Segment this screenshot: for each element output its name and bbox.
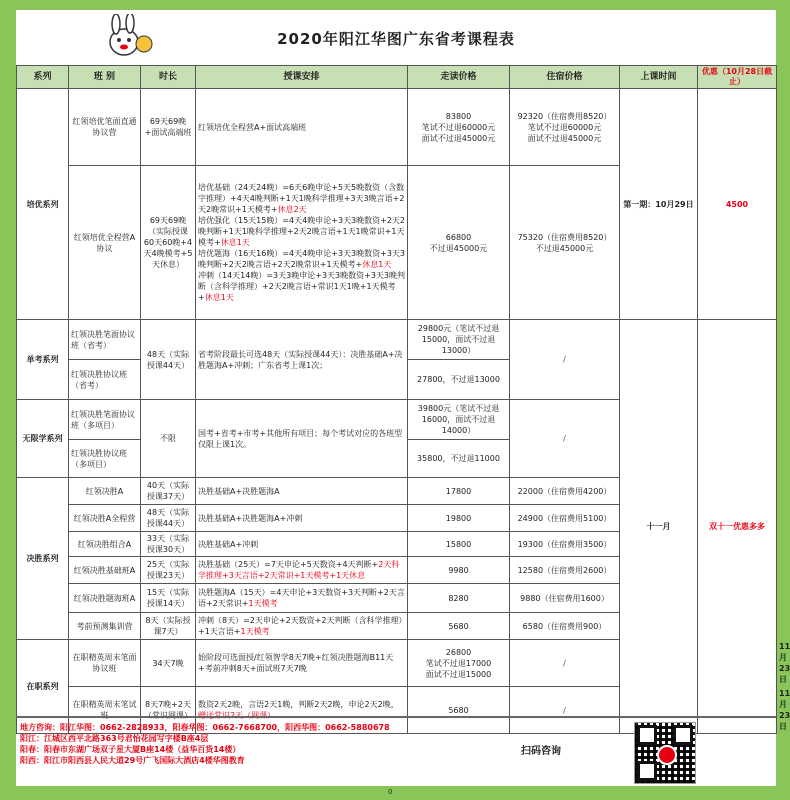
header-promo: 优惠（10月28日截止） <box>698 66 777 89</box>
course-schedule-sheet <box>16 10 790 786</box>
contact-phones: 地方咨询：阳江华图：0662-2828933，阳春华图：0662-7668700，阳西华图：0662-5880678 <box>20 723 390 732</box>
class-name: 红领决胜组合A <box>69 532 141 557</box>
duration: 8天（实际授课7天） <box>141 613 196 640</box>
walk-price <box>408 166 510 320</box>
duration: 69天69晚（实际授课60天60晚+4天4晚模考+5天休息） <box>141 166 196 320</box>
class-name: 红领培优全程营A协议 <box>69 166 141 320</box>
table-row <box>17 320 777 360</box>
schedule-table <box>16 65 790 734</box>
header-class-time: 上课时间 <box>620 66 698 89</box>
arrangement: 冲刺（8天）=2天申论+2天数资+2天判断（含科学推理）+1天言语+1天模考 <box>196 613 408 640</box>
header-class: 班 别 <box>69 66 141 89</box>
duration: 69天69晚+面试高端班 <box>141 89 196 166</box>
address-yangxi: 阳西：阳江市阳西县人民大道29号广飞国际大酒店4楼华图教育 <box>20 756 245 765</box>
class-name: 考前预测集训营 <box>69 613 141 640</box>
walk-price <box>408 89 510 166</box>
price-line: 面试不过退45000元 <box>421 133 496 143</box>
class-name: 在职精英周末笔试班 <box>69 687 141 734</box>
price-line: 26800 <box>445 647 472 657</box>
arrangement <box>196 166 408 320</box>
price-line: 75320（住宿费用8520） <box>517 232 612 242</box>
stay-price: / <box>510 687 620 734</box>
class-name: 红领决胜协议班（省考） <box>69 360 141 400</box>
address-yangchun: 阳春：阳春市东湖广场双子星大厦B座14楼（益华百货14楼） <box>20 745 241 754</box>
class-name: 红领决胜题海班A <box>69 584 141 613</box>
duration: 25天（实际授课23天） <box>141 557 196 584</box>
header-arrangement: 授课安排 <box>196 66 408 89</box>
walk-price: 5680 <box>408 613 510 640</box>
duration: 34天7晚 <box>141 640 196 687</box>
stay-price: 22000（住宿费用4200） <box>510 478 620 505</box>
walk-price: 35800，不过退11000 <box>408 440 510 478</box>
table-row: 在职系列 在职精英周末笔面协议班 34天7晚 始阶段可选面授/红领智学8天7晚+红领决胜题海B11天+考前冲刺8天+面试班7天7晚 26800 笔试不过退17000 面试不过退15000 / 11月23日 <box>17 640 777 687</box>
stay-price: / <box>510 320 620 400</box>
price-line: 笔试不过退17000 <box>425 658 492 668</box>
header-walk-price: 走读价格 <box>408 66 510 89</box>
walk-price: 39800元（笔试不过退16000，面试不过退14000） <box>408 400 510 440</box>
arrangement: 决胜基础A+冲刺 <box>196 532 408 557</box>
page-title: 2020年阳江华图广东省考课程表 <box>277 30 515 48</box>
title-bar <box>16 10 776 66</box>
contact-info <box>20 722 460 766</box>
price-line: 笔试不过退60000元 <box>421 122 496 132</box>
table-row <box>17 89 777 166</box>
scan-label: 扫码咨询 <box>521 746 561 757</box>
class-time: 十一月 <box>620 320 698 734</box>
stay-price: 9880（住宿费用1600） <box>510 584 620 613</box>
arrangement: 决胜基础A+决胜题海A <box>196 478 408 505</box>
promo-text: 双十一优惠多多 <box>698 320 777 734</box>
arrangement: 始阶段可选面授/红领智学8天7晚+红领决胜题海B11天+考前冲刺8天+面试班7天7晚 <box>196 640 408 687</box>
price-line: 笔试不过退60000元 <box>527 122 602 132</box>
duration: 40天（实际授课37天） <box>141 478 196 505</box>
stay-price: 24900（住宿费用5100） <box>510 505 620 532</box>
series-label: 在职系列 <box>17 640 69 734</box>
arrangement: 决胜基础（25天）=7天申论+5天数资+4天判断+2天科学推理+3天言语+2天常识+1天模考+1天休息 <box>196 557 408 584</box>
price-line: 92320（住宿费用8520） <box>517 111 612 121</box>
duration: 48天（实际授课44天） <box>141 320 196 400</box>
class-name: 红领决胜笔面协议班（省考） <box>69 320 141 360</box>
arrangement: 决胜基础A+决胜题海A+冲刺 <box>196 505 408 532</box>
duration: 15天（实际授课14天） <box>141 584 196 613</box>
class-name: 红领决胜基础班A <box>69 557 141 584</box>
arrangement-line: 培优基础（24天24晚）=6天6晚申论+5天5晚数资（含数字推理）+4天4晚判断+1天1晚科学推理+3天3晚言语+2天2晚常识+1天模考+休息2天 <box>198 183 405 214</box>
class-name: 在职精英周末笔面协议班 <box>69 640 141 687</box>
arrangement-line: 冲刺（14天14晚）=3天3晚申论+3天3晚数资+3天3晚判断（含科学推理）+2天2晚言语+常识1天1晚+1天模考+休息1天 <box>198 271 406 302</box>
arrangement: 国考+省考+市考+其他所有项目；每个考试对应的各班型仅限上课1次。 <box>196 400 408 478</box>
page-number: 0 <box>388 788 393 796</box>
header-duration: 时长 <box>141 66 196 89</box>
series-label: 决胜系列 <box>17 478 69 640</box>
walk-price: 15800 <box>408 532 510 557</box>
class-name: 红领决胜协议班（多项目） <box>69 440 141 478</box>
arrangement: 省考阶段最长可选48天（实际授课44天）：决胜基础A+决胜题海A+冲刺；广东省考上课1次； <box>196 320 408 400</box>
class-name: 红领决胜A全程营 <box>69 505 141 532</box>
walk-price: 8280 <box>408 584 510 613</box>
class-name: 红领决胜A <box>69 478 141 505</box>
arrangement: 数资2天2晚，言语2天1晚，判断2天2晚，申论2天2晚，赠送常识2天（网课） <box>196 687 408 734</box>
walk-price: 17800 <box>408 478 510 505</box>
header-stay-price: 住宿价格 <box>510 66 620 89</box>
walk-price <box>408 640 510 687</box>
promo-value: 4500 <box>698 89 777 320</box>
stay-price: / <box>510 640 620 687</box>
stay-price: 6580（住宿费用900） <box>510 613 620 640</box>
stay-price: / <box>510 400 620 478</box>
table-row: 在职精英周末笔试班 8天7晚+2天（常识网课） 数资2天2晚，言语2天1晚，判断2天2晚，申论2天2晚，赠送常识2天（网课） 5680 / 11月23日 <box>17 687 777 734</box>
stay-price <box>510 166 620 320</box>
walk-price: 5680 <box>408 687 510 734</box>
arrangement-line: 培优强化（15天15晚）=4天4晚申论+3天3晚数资+2天2晚判断+1天1晚科学推理+2天2晚言语+1天1晚常识+1天模考+休息1天 <box>198 216 406 247</box>
walk-price: 29800元（笔试不过退15000，面试不过退13000） <box>408 320 510 360</box>
price-line: 不过退45000元 <box>535 243 594 253</box>
walk-price: 19800 <box>408 505 510 532</box>
price-line: 83800 <box>445 111 472 121</box>
walk-price: 27800，不过退13000 <box>408 360 510 400</box>
footer <box>16 716 776 788</box>
stay-price: 12580（住宿费用2600） <box>510 557 620 584</box>
class-name: 红领培优笔面直通协议营 <box>69 89 141 166</box>
arrangement-line: 培优题海（16天16晚）=4天4晚申论+3天3晚数资+3天3晚判断+2天2晚言语+2天2晚常识+1天模考+休息1天 <box>198 249 406 269</box>
price-line: 不过退45000元 <box>429 243 488 253</box>
arrangement: 红领培优全程营A+面试高端班 <box>196 89 408 166</box>
arrangement: 决胜题海A（15天）=4天申论+3天数资+3天判断+2天言语+2天常识+1天模考 <box>196 584 408 613</box>
header-row <box>17 66 777 89</box>
qr-code-icon[interactable] <box>634 722 696 784</box>
duration: 48天（实际授课44天） <box>141 505 196 532</box>
stay-price: 19300（住宿费用3500） <box>510 532 620 557</box>
series-label: 单考系列 <box>17 320 69 400</box>
series-label: 培优系列 <box>17 89 69 320</box>
class-time: 第一期：10月29日 <box>620 89 698 320</box>
class-name: 红领决胜笔面协议班（多项目） <box>69 400 141 440</box>
price-line: 66800 <box>445 232 472 242</box>
series-label: 无限学系列 <box>17 400 69 478</box>
address-yangjiang: 阳江：江城区西平北路363号君怡花园写字楼B座4层 <box>20 734 209 743</box>
duration: 8天7晚+2天（常识网课） <box>141 687 196 734</box>
duration: 33天（实际授课30天） <box>141 532 196 557</box>
walk-price: 9980 <box>408 557 510 584</box>
duration: 不限 <box>141 400 196 478</box>
price-line: 面试不过退15000 <box>425 669 492 679</box>
price-line: 面试不过退45000元 <box>527 133 602 143</box>
stay-price <box>510 89 620 166</box>
header-series: 系列 <box>17 66 69 89</box>
